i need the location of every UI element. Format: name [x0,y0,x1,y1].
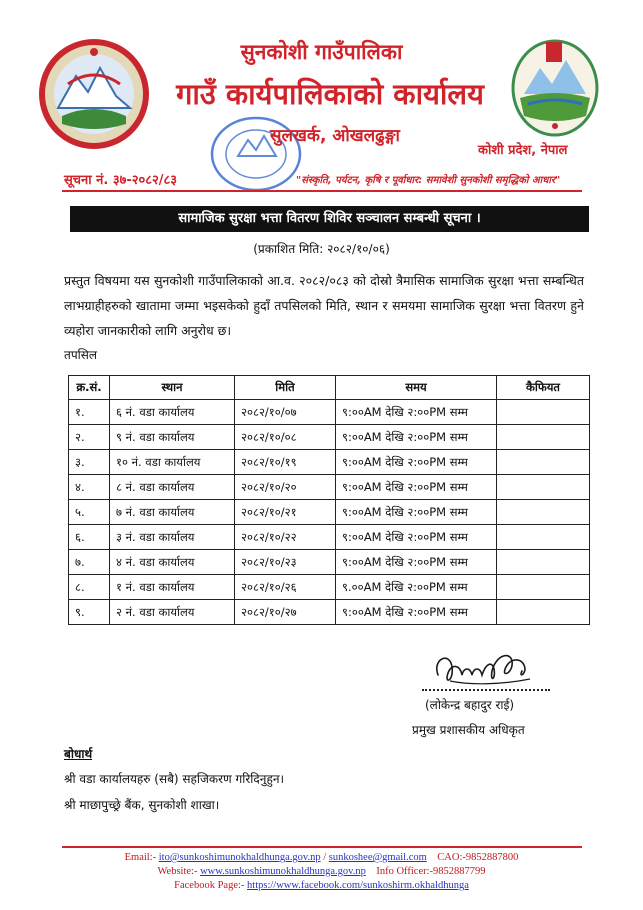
notice-reference: सूचना नं. ३७-२०८२/८३ [64,173,178,188]
cell-time: ९:००AM देखि २:००PM सम्म [336,425,497,450]
cell-remarks [497,575,590,600]
cell-date: २०८२/१०/२० [235,475,336,500]
footer-divider [62,846,582,848]
col-header-sn: क्र.सं. [69,376,110,400]
cell-sn: १. [69,400,110,425]
cell-time: ९:००AM देखि २:००PM सम्म [336,400,497,425]
footer-website-line [0,866,643,877]
cc-line: श्री वडा कार्यालयहरु (सबै) सहजिकरण गरिदिनुहुन। [64,772,285,786]
cell-sn: ५. [69,500,110,525]
email-label: Email:- [124,852,157,863]
col-header-date: मिति [235,376,336,400]
cell-remarks [497,525,590,550]
signer-designation: प्रमुख प्रशासकीय अधिकृत [412,723,525,737]
cell-remarks [497,425,590,450]
footer-facebook-line [0,880,643,891]
cell-time: ९:००AM देखि २:००PM सम्म [336,475,497,500]
table-row [69,575,590,600]
province-label: कोशी प्रदेश, नेपाल [478,143,568,158]
table-row [69,550,590,575]
table-row [69,400,590,425]
cell-remarks [497,400,590,425]
cell-time: ९:००AM देखि २:००PM सम्म [336,600,497,625]
cell-sn: ४. [69,475,110,500]
schedule-table [68,375,590,625]
cell-date: २०८२/१०/१९ [235,450,336,475]
cc-line: श्री माछापुच्छ्रे बैंक, सुनकोशी शाखा। [64,798,220,812]
cell-place: ३ नं. वडा कार्यालय [110,525,235,550]
cell-sn: ८. [69,575,110,600]
cell-time: ९.००AM देखि २:००PM सम्म [336,575,497,600]
cell-place: ६ नं. वडा कार्यालय [110,400,235,425]
cell-time: ९:००AM देखि २:००PM सम्म [336,525,497,550]
website-link[interactable]: www.sunkoshimunokhaldhunga.gov.np [200,866,366,877]
cell-time: ९:००AM देखि २:००PM सम्म [336,450,497,475]
cell-remarks [497,550,590,575]
cell-place: १० नं. वडा कार्यालय [110,450,235,475]
cell-place: ८ नं. वडा कार्यालय [110,475,235,500]
col-header-place: स्थान [110,376,235,400]
cell-date: २०८२/१०/०८ [235,425,336,450]
cell-place: २ नं. वडा कार्यालय [110,600,235,625]
cell-remarks [497,475,590,500]
published-date: (प्रकाशित मिति: २०८२/१०/०६) [253,242,390,256]
cell-place: ४ नं. वडा कार्यालय [110,550,235,575]
email-separator: / [320,852,329,863]
notice-title: सामाजिक सुरक्षा भत्ता वितरण शिविर सञ्चालन सम्बन्धी सूचना । [70,206,589,232]
facebook-label: Facebook Page:- [174,880,245,891]
office-location: सुलखर्क, ओखलढुङ्गा [270,126,400,146]
table-header-row [69,376,590,400]
table-row [69,600,590,625]
cell-date: २०८२/१०/२३ [235,550,336,575]
info-officer-phone: Info Officer:-9852887799 [376,866,486,877]
cell-date: २०८२/१०/२७ [235,600,336,625]
cell-date: २०८२/१०/२६ [235,575,336,600]
cell-remarks [497,600,590,625]
table-row [69,475,590,500]
cell-sn: २. [69,425,110,450]
cell-sn: ६. [69,525,110,550]
signature-line [422,689,550,691]
email-link-ito[interactable]: ito@sunkoshimunokhaldhunga.gov.np [158,852,321,863]
cell-place: ९ नं. वडा कार्यालय [110,425,235,450]
cell-sn: ७. [69,550,110,575]
col-header-remarks: कैफियत [497,376,590,400]
cc-heading: बोधार्थ [64,747,93,761]
header-divider [62,190,582,192]
facebook-link[interactable]: https://www.facebook.com/sunkoshirm.okhaldhunga [247,880,469,891]
col-header-time: समय [336,376,497,400]
cell-place: ७ नं. वडा कार्यालय [110,500,235,525]
cell-sn: ३. [69,450,110,475]
website-label: Website:- [157,866,198,877]
cell-remarks [497,500,590,525]
signer-name: (लोकेन्द्र बहादुर राई) [425,698,515,712]
cell-sn: ९. [69,600,110,625]
email-link-gmail[interactable]: sunkoshee@gmail.com [328,852,427,863]
office-title: गाउँ कार्यपालिकाको कार्यालय [176,77,484,111]
cell-date: २०८२/१०/२२ [235,525,336,550]
notice-body: प्रस्तुत विषयमा यस सुनकोशी गाउँपालिकाको आ.व. २०८२/०८३ को दोस्रो त्रैमासिक सामाजिक सुरक्षा भत्ता सम्बन्धित लाभग्राहीहरुको खातामा जम्मा भइसकेको हुदाँ तपसिलको मिति, स्थान र समयमा सामाजिक सुरक्षा भत्ता वितरण हुने व्यहोरा जानकारीको लागि अनुरोध छ। [64,273,584,338]
cao-phone: CAO:-9852887800 [437,852,519,863]
table-row [69,450,590,475]
cell-time: ९:००AM देखि २:००PM सम्म [336,500,497,525]
table-row [69,425,590,450]
footer-email-line [0,852,643,863]
cell-place: १ नं. वडा कार्यालय [110,575,235,600]
cell-date: २०८२/१०/०७ [235,400,336,425]
signature-image [430,645,540,693]
table-row [69,500,590,525]
tagline: "संस्कृति, पर्यटन, कृषि र पूर्वाधार: समावेशी सुनकोशी समृद्धिको आधार" [296,175,561,186]
cell-remarks [497,450,590,475]
cell-date: २०८२/१०/२१ [235,500,336,525]
cell-time: ९:००AM देखि २:००PM सम्म [336,550,497,575]
details-label: तपसिल [64,348,98,362]
table-row [69,525,590,550]
municipality-name: सुनकोशी गाउँपालिका [240,40,403,64]
